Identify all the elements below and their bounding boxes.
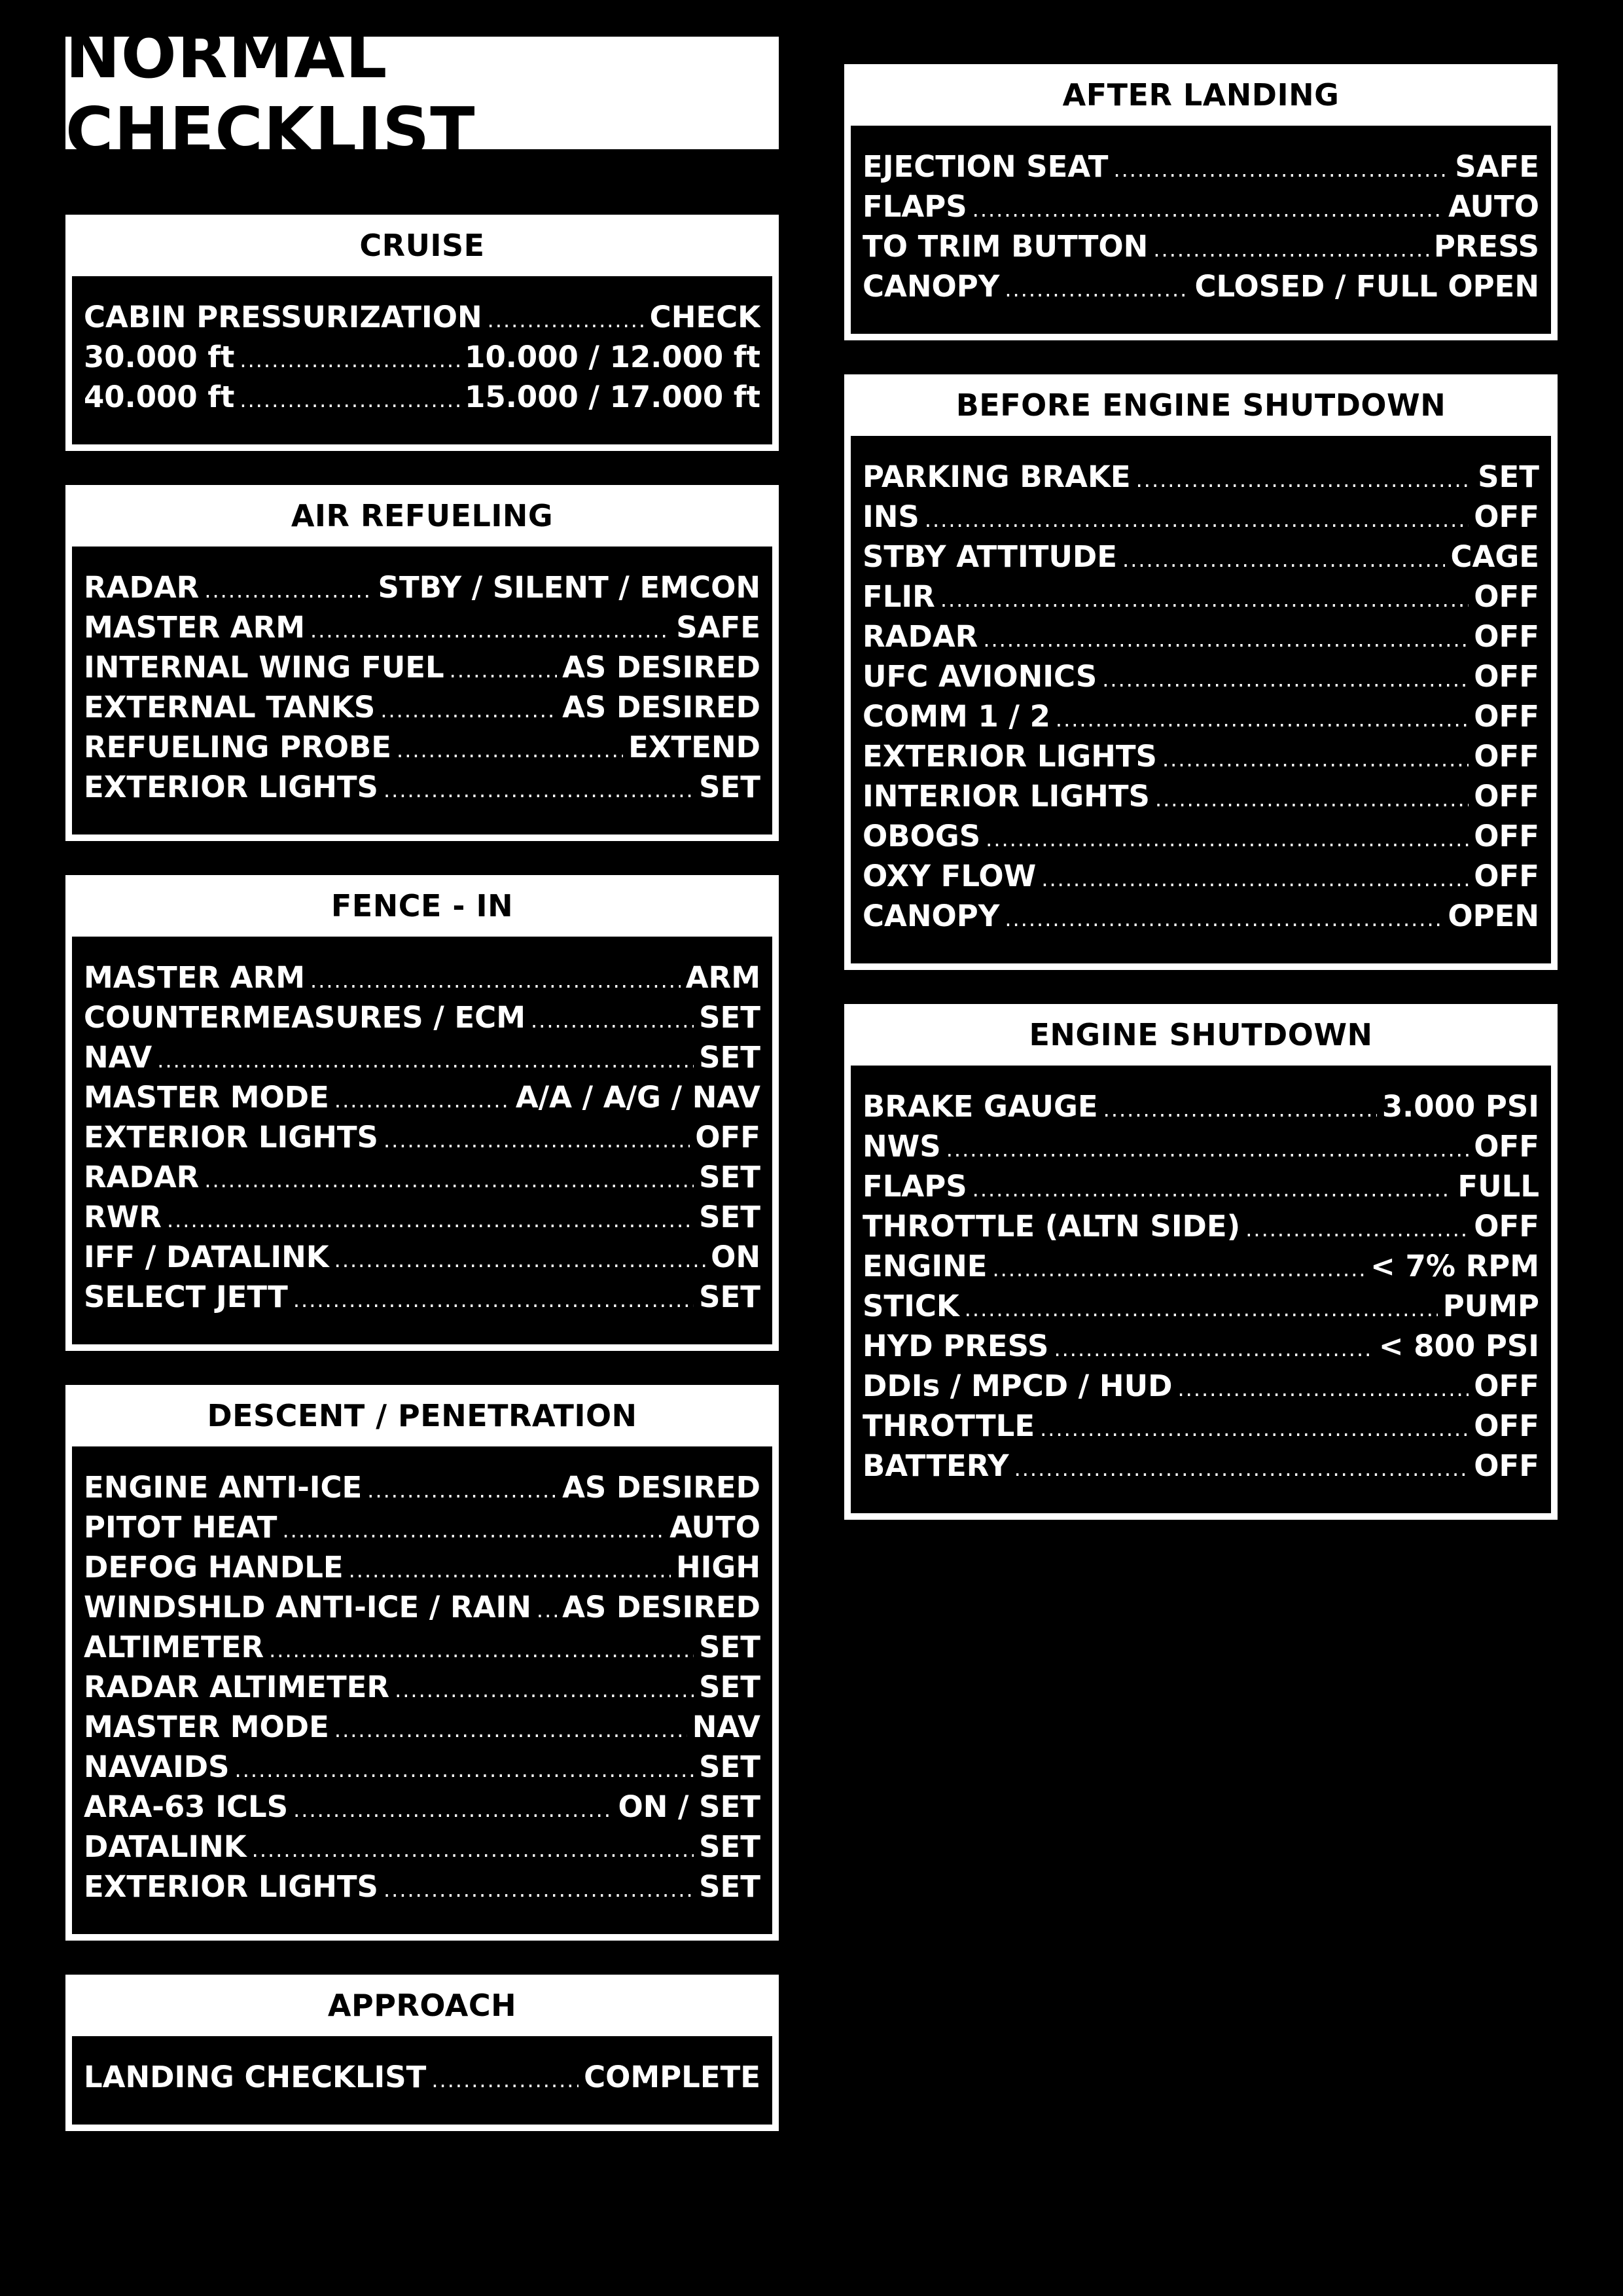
checklist-value: < 7% RPM xyxy=(1370,1249,1539,1283)
checklist-row xyxy=(84,1120,760,1160)
checklist-value: < 800 PSI xyxy=(1378,1329,1539,1363)
checklist-row xyxy=(84,690,760,730)
dot-leader xyxy=(293,1287,694,1312)
checklist-item: CABIN PRESSURIZATION xyxy=(84,300,482,334)
checklist-row xyxy=(84,340,760,380)
checklist-value: SET xyxy=(699,1160,760,1194)
checklist-item: 40.000 ft xyxy=(84,380,235,414)
dot-leader xyxy=(537,1598,557,1623)
checklist-value: SET xyxy=(699,1000,760,1035)
section-body xyxy=(72,937,772,1344)
checklist-row xyxy=(84,1470,760,1510)
checklist-item: ENGINE ANTI-ICE xyxy=(84,1470,363,1505)
page-title-box xyxy=(65,16,779,170)
checklist-item: EXTERIOR LIGHTS xyxy=(863,739,1157,774)
checklist-row xyxy=(863,619,1539,659)
section-title: CRUISE xyxy=(359,228,485,263)
checklist-item: MASTER MODE xyxy=(84,1710,329,1744)
checklist-item: EXTERIOR LIGHTS xyxy=(84,770,378,804)
checklist-row xyxy=(863,779,1539,819)
checklist-item: RADAR xyxy=(863,619,978,654)
checklist-row xyxy=(84,730,760,770)
checklist-row xyxy=(863,499,1539,539)
section-descent-penetration xyxy=(65,1385,779,1941)
section-body xyxy=(72,276,772,444)
checklist-row xyxy=(863,269,1539,309)
checklist-value: OFF xyxy=(695,1120,760,1155)
section-body xyxy=(851,126,1551,334)
checklist-value: SET xyxy=(1478,459,1539,494)
checklist-item: WINDSHLD ANTI-ICE / RAIN xyxy=(84,1590,531,1624)
section-body xyxy=(72,547,772,834)
dot-leader xyxy=(240,387,459,412)
dot-leader xyxy=(383,1128,690,1153)
dot-leader xyxy=(531,1008,694,1033)
section-cruise xyxy=(65,215,779,451)
checklist-row xyxy=(863,739,1539,779)
checklist-value: SET xyxy=(699,1280,760,1314)
checklist-item: NAV xyxy=(84,1040,152,1075)
checklist-row xyxy=(84,570,760,610)
dot-leader xyxy=(1054,1336,1373,1361)
checklist-row xyxy=(863,899,1539,939)
checklist-value: CAGE xyxy=(1450,539,1539,574)
section-title: AFTER LANDING xyxy=(1062,77,1340,113)
dot-leader xyxy=(983,627,1469,652)
checklist-value: SET xyxy=(699,770,760,804)
checklist-item: RADAR xyxy=(84,1160,200,1194)
checklist-row xyxy=(84,1670,760,1710)
checklist-item: TO TRIM BUTTON xyxy=(863,229,1149,264)
checklist-row xyxy=(863,1408,1539,1448)
checklist-row xyxy=(863,1289,1539,1329)
checklist-item: COUNTERMEASURES / ECM xyxy=(84,1000,526,1035)
dot-leader xyxy=(380,698,557,723)
checklist-row xyxy=(84,1749,760,1789)
dot-leader xyxy=(204,1168,694,1193)
checklist-item: LANDING CHECKLIST xyxy=(84,2060,427,2094)
checklist-value: OFF xyxy=(1474,1209,1539,1244)
checklist-row xyxy=(84,1630,760,1670)
checklist-row xyxy=(863,1448,1539,1488)
checklist-item: UFC AVIONICS xyxy=(863,659,1097,694)
dot-leader xyxy=(383,778,694,802)
checklist-item: EXTERIOR LIGHTS xyxy=(84,1869,378,1904)
checklist-row xyxy=(863,149,1539,189)
checklist-value: SET xyxy=(699,1630,760,1664)
checklist-row xyxy=(863,659,1539,699)
checklist-item: CANOPY xyxy=(863,269,1000,304)
checklist-item: RADAR ALTIMETER xyxy=(84,1670,390,1704)
checklist-value: OFF xyxy=(1474,1448,1539,1483)
dot-leader xyxy=(310,618,671,643)
checklist-item: MASTER ARM xyxy=(84,610,306,645)
checklist-item: STICK xyxy=(863,1289,959,1323)
dot-leader xyxy=(1005,277,1189,302)
checklist-row xyxy=(84,1160,760,1200)
checklist-value: AUTO xyxy=(1448,189,1539,224)
checklist-item: PITOT HEAT xyxy=(84,1510,277,1545)
checklist-row xyxy=(84,1829,760,1869)
checklist-value: AS DESIRED xyxy=(562,1470,760,1505)
checklist-row xyxy=(863,1129,1539,1169)
dot-leader xyxy=(293,1797,613,1822)
checklist-value: AS DESIRED xyxy=(562,650,760,685)
checklist-row xyxy=(863,1329,1539,1369)
dot-leader xyxy=(1005,906,1442,931)
checklist-item: DEFOG HANDLE xyxy=(84,1550,344,1585)
checklist-item: STBY ATTITUDE xyxy=(863,539,1118,574)
section-approach xyxy=(65,1975,779,2131)
section-title: FENCE - IN xyxy=(330,888,514,924)
section-title: AIR REFUELING xyxy=(291,498,554,533)
section-engine-shutdown xyxy=(844,1004,1558,1520)
checklist-row xyxy=(84,380,760,420)
checklist-row xyxy=(84,1000,760,1040)
checklist-item: ARA-63 ICLS xyxy=(84,1789,289,1824)
checklist-row xyxy=(84,1280,760,1319)
checklist-value: 10.000 / 12.000 ft xyxy=(465,340,760,374)
checklist-value: OFF xyxy=(1474,1369,1539,1403)
checklist-item: RWR xyxy=(84,1200,162,1234)
checklist-value: OFF xyxy=(1474,1408,1539,1443)
dot-leader xyxy=(1103,1097,1377,1122)
dot-leader xyxy=(1155,787,1469,812)
checklist-item: ENGINE xyxy=(863,1249,988,1283)
section-body xyxy=(851,436,1551,963)
dot-leader xyxy=(1113,157,1450,182)
section-body xyxy=(72,1446,772,1934)
checklist-value: ARM xyxy=(685,960,760,995)
right-column xyxy=(844,64,1558,1554)
checklist-item: 30.000 ft xyxy=(84,340,235,374)
section-fence-in xyxy=(65,875,779,1351)
section-body xyxy=(72,2036,772,2125)
checklist-row xyxy=(863,189,1539,229)
dot-leader xyxy=(972,197,1443,222)
checklist-row xyxy=(863,229,1539,269)
checklist-row xyxy=(863,819,1539,859)
checklist-item: NAVAIDS xyxy=(84,1749,230,1784)
checklist-value: NAV xyxy=(692,1710,760,1744)
checklist-row xyxy=(84,1710,760,1749)
checklist-item: DATALINK xyxy=(84,1829,247,1864)
checklist-item: CANOPY xyxy=(863,899,1000,933)
section-title: APPROACH xyxy=(327,1988,517,2023)
dot-leader xyxy=(1040,1416,1469,1441)
checklist-value: 3.000 PSI xyxy=(1382,1089,1539,1124)
section-title: DESCENT / PENETRATION xyxy=(207,1398,637,1433)
dot-leader xyxy=(1122,547,1445,572)
dot-leader xyxy=(395,1677,694,1702)
checklist-item: ALTIMETER xyxy=(84,1630,264,1664)
dot-leader xyxy=(334,1088,510,1113)
dot-leader xyxy=(965,1297,1438,1321)
checklist-item: REFUELING PROBE xyxy=(84,730,392,764)
checklist-value: OFF xyxy=(1474,739,1539,774)
checklist-value: OPEN xyxy=(1448,899,1539,933)
checklist-item: HYD PRESS xyxy=(863,1329,1049,1363)
checklist-value: AUTO xyxy=(669,1510,760,1545)
page-title: NORMAL CHECKLIST xyxy=(65,16,476,170)
checklist-item: EXTERIOR LIGHTS xyxy=(84,1120,378,1155)
checklist-row xyxy=(84,1040,760,1080)
checklist-value: OFF xyxy=(1474,819,1539,853)
checklist-row xyxy=(863,1249,1539,1289)
checklist-value: A/A / A/G / NAV xyxy=(515,1080,760,1115)
checklist-value: ON / SET xyxy=(618,1789,760,1824)
checklist-row xyxy=(863,1369,1539,1408)
dot-leader xyxy=(235,1757,694,1782)
checklist-item: DDIs / MPCD / HUD xyxy=(863,1369,1173,1403)
dot-leader xyxy=(349,1558,671,1583)
checklist-item: EXTERNAL TANKS xyxy=(84,690,376,725)
dot-leader xyxy=(204,578,372,603)
checklist-item: THROTTLE xyxy=(863,1408,1035,1443)
checklist-value: STBY / SILENT / EMCON xyxy=(378,570,760,605)
checklist-item: SELECT JETT xyxy=(84,1280,288,1314)
dot-leader xyxy=(431,2068,579,2092)
checklist-value: SET xyxy=(699,1670,760,1704)
checklist-item: NWS xyxy=(863,1129,941,1164)
dot-leader xyxy=(1056,707,1469,732)
checklist-row xyxy=(84,1510,760,1550)
checklist-value: SET xyxy=(699,1200,760,1234)
dot-leader xyxy=(157,1048,694,1073)
checklist-item: THROTTLE (ALTN SIDE) xyxy=(863,1209,1241,1244)
checklist-value: OFF xyxy=(1474,499,1539,534)
dot-leader xyxy=(252,1837,694,1862)
checklist-row xyxy=(84,1869,760,1909)
checklist-row xyxy=(863,539,1539,579)
checklist-item: COMM 1 / 2 xyxy=(863,699,1050,734)
checklist-value: OFF xyxy=(1474,579,1539,614)
dot-leader xyxy=(450,658,557,683)
checklist-value: CLOSED / FULL OPEN xyxy=(1194,269,1539,304)
checklist-row xyxy=(84,1789,760,1829)
checklist-item: FLAPS xyxy=(863,189,967,224)
dot-leader xyxy=(367,1478,557,1503)
checklist-row xyxy=(863,1169,1539,1209)
checklist-item: OBOGS xyxy=(863,819,981,853)
dot-leader xyxy=(946,1137,1469,1162)
checklist-row xyxy=(84,1550,760,1590)
dot-leader xyxy=(269,1638,694,1662)
checklist-item: EJECTION SEAT xyxy=(863,149,1109,184)
checklist-item: INTERIOR LIGHTS xyxy=(863,779,1150,814)
dot-leader xyxy=(334,1717,687,1742)
checklist-row xyxy=(863,1089,1539,1129)
checklist-row xyxy=(84,650,760,690)
checklist-item: PARKING BRAKE xyxy=(863,459,1131,494)
checklist-value: ON xyxy=(711,1240,760,1274)
checklist-value: SET xyxy=(699,1749,760,1784)
checklist-value: AS DESIRED xyxy=(562,1590,760,1624)
checklist-value: AS DESIRED xyxy=(562,690,760,725)
dot-leader xyxy=(167,1208,694,1232)
checklist-value: HIGH xyxy=(675,1550,760,1585)
dot-leader xyxy=(282,1518,664,1543)
checklist-item: INS xyxy=(863,499,919,534)
checklist-value: 15.000 / 17.000 ft xyxy=(465,380,760,414)
checklist-row xyxy=(863,1209,1539,1249)
checklist-item: RADAR xyxy=(84,570,200,605)
checklist-item: FLIR xyxy=(863,579,935,614)
checklist-value: COMPLETE xyxy=(584,2060,760,2094)
dot-leader xyxy=(334,1247,705,1272)
checklist-value: PRESS xyxy=(1433,229,1539,264)
checklist-value: OFF xyxy=(1474,1129,1539,1164)
checklist-row xyxy=(863,579,1539,619)
section-body xyxy=(851,1066,1551,1513)
checklist-item: BATTERY xyxy=(863,1448,1009,1483)
dot-leader xyxy=(972,1177,1453,1202)
checklist-item: INTERNAL WING FUEL xyxy=(84,650,444,685)
checklist-row xyxy=(84,960,760,1000)
checklist-row xyxy=(863,459,1539,499)
checklist-value: SET xyxy=(699,1829,760,1864)
checklist-row xyxy=(84,1200,760,1240)
checklist-value: PUMP xyxy=(1442,1289,1539,1323)
dot-leader xyxy=(1041,867,1469,891)
dot-leader xyxy=(397,738,623,762)
checklist-row xyxy=(84,2060,760,2100)
dot-leader xyxy=(1162,747,1469,772)
checklist-item: MASTER ARM xyxy=(84,960,306,995)
checklist-row xyxy=(84,610,760,650)
dot-leader xyxy=(310,968,681,993)
checklist-value: OFF xyxy=(1474,859,1539,893)
dot-leader xyxy=(1014,1456,1469,1481)
section-air-refueling xyxy=(65,485,779,841)
checklist-value: FULL xyxy=(1457,1169,1539,1204)
checklist-row xyxy=(84,1590,760,1630)
dot-leader xyxy=(986,827,1469,852)
dot-leader xyxy=(383,1877,694,1902)
checklist-row xyxy=(84,1240,760,1280)
checklist-value: SAFE xyxy=(676,610,760,645)
checklist-row xyxy=(84,300,760,340)
dot-leader xyxy=(1245,1217,1469,1242)
checklist-value: SAFE xyxy=(1455,149,1539,184)
dot-leader xyxy=(1177,1376,1469,1401)
checklist-value: SET xyxy=(699,1040,760,1075)
dot-leader xyxy=(1153,237,1428,262)
checklist-value: SET xyxy=(699,1869,760,1904)
checklist-row xyxy=(863,699,1539,739)
checklist-value: EXTEND xyxy=(628,730,760,764)
dot-leader xyxy=(240,348,459,372)
dot-leader xyxy=(1136,467,1473,492)
checklist-row xyxy=(84,1080,760,1120)
dot-leader xyxy=(925,507,1469,532)
checklist-item: FLAPS xyxy=(863,1169,967,1204)
dot-leader xyxy=(992,1257,1365,1282)
dot-leader xyxy=(488,308,645,332)
checklist-item: OXY FLOW xyxy=(863,859,1037,893)
section-after-landing xyxy=(844,64,1558,340)
section-title: BEFORE ENGINE SHUTDOWN xyxy=(955,387,1446,423)
checklist-value: OFF xyxy=(1474,779,1539,814)
checklist-row xyxy=(84,770,760,810)
checklist-value: OFF xyxy=(1474,619,1539,654)
left-column xyxy=(65,16,779,2165)
section-title: ENGINE SHUTDOWN xyxy=(1029,1017,1373,1052)
checklist-item: IFF / DATALINK xyxy=(84,1240,329,1274)
dot-leader xyxy=(940,587,1469,612)
checklist-row xyxy=(863,859,1539,899)
checklist-value: OFF xyxy=(1474,659,1539,694)
checklist-item: BRAKE GAUGE xyxy=(863,1089,1098,1124)
checklist-value: OFF xyxy=(1474,699,1539,734)
checklist-value: CHECK xyxy=(649,300,760,334)
checklist-item: MASTER MODE xyxy=(84,1080,329,1115)
section-before-engine-shutdown xyxy=(844,374,1558,970)
dot-leader xyxy=(1102,667,1469,692)
